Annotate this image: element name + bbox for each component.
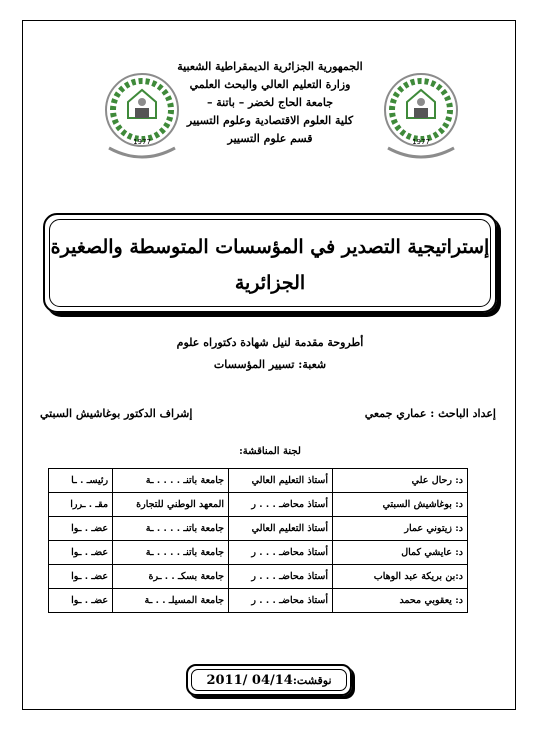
defense-date	[188, 673, 350, 688]
member-institution: جامعة باتنـ . . . . ـة	[113, 517, 229, 541]
member-name: د: زيتوني عمار	[333, 517, 468, 541]
member-name: د:بن بريكة عبد الوهاب	[333, 565, 468, 589]
thesis-info	[0, 332, 540, 376]
header-department: قسم علوم التسيير	[227, 132, 313, 145]
defense-date-value: 2011/ 04/14	[206, 673, 293, 688]
table-row	[49, 469, 468, 493]
member-rank: أستاذ محاضـ . . . ر	[229, 589, 333, 613]
member-rank: أستاذ التعليم العالي	[229, 517, 333, 541]
member-role: عضـ . ـوا	[49, 565, 113, 589]
member-rank: أستاذ التعليم العالي	[229, 469, 333, 493]
defense-date-box	[186, 664, 352, 696]
thesis-title-box	[43, 213, 497, 313]
member-role: عضـ . ـوا	[49, 541, 113, 565]
specialty-line: شعبة: تسيير المؤسسات	[213, 358, 327, 371]
committee-table	[48, 468, 468, 613]
member-institution: جامعة المسيلـ . . ـة	[113, 589, 229, 613]
member-name: د: رحال علي	[333, 469, 468, 493]
logo-year: 1977	[412, 138, 430, 146]
thesis-title-line1: إستراتيجية التصدير في المؤسسات المتوسطة والصغيرة	[50, 236, 490, 258]
member-role: عضـ . ـوا	[49, 517, 113, 541]
committee-label: لجنة المناقشة:	[239, 446, 301, 457]
member-rank: أستاذ محاضـ . . . ر	[229, 541, 333, 565]
header-republic: الجمهورية الجزائرية الديمقراطية الشعبية	[177, 60, 363, 73]
institution-header	[0, 58, 540, 148]
member-institution: جامعة باتنـ . . . . ـة	[113, 541, 229, 565]
thesis-title-line2: الجزائرية	[234, 272, 306, 294]
table-row	[49, 589, 468, 613]
member-name: د: بوغاشيش السبتي	[333, 493, 468, 517]
member-role: عضـ . ـوا	[49, 589, 113, 613]
logo-year: 1977	[133, 138, 151, 146]
header-ministry: وزارة التعليم العالي والبحث العلمي	[189, 78, 351, 91]
member-rank: أستاذ محاضـ . . . ر	[229, 565, 333, 589]
table-row	[49, 541, 468, 565]
prepared-by: إعداد الباحث : عماري جمعي	[364, 407, 496, 420]
defense-label: نوقشت:	[292, 674, 332, 687]
degree-line: أطروحة مقدمة لنيل شهادة دكتوراه علوم	[176, 336, 364, 349]
member-role: رئيسـ . ـا	[49, 469, 113, 493]
thesis-title	[45, 229, 495, 301]
table-row	[49, 565, 468, 589]
member-role: مقـ . ـررا	[49, 493, 113, 517]
supervisor: إشراف الدكتور بوغاشيش السبتي	[40, 407, 193, 420]
member-name: د: عايشي كمال	[333, 541, 468, 565]
header-faculty: كلية العلوم الاقتصادية وعلوم التسيير	[186, 114, 354, 127]
table-row	[49, 493, 468, 517]
member-name: د: يعقوبي محمد	[333, 589, 468, 613]
member-rank: أستاذ محاضـ . . . ر	[229, 493, 333, 517]
table-row	[49, 517, 468, 541]
header-university: جامعة الحاج لخضر – باتنة –	[206, 96, 334, 109]
member-institution: المعهد الوطني للتجارة	[113, 493, 229, 517]
member-institution: جامعة باتنـ . . . . ـة	[113, 469, 229, 493]
member-institution: جامعة بسكـ . . ـرة	[113, 565, 229, 589]
